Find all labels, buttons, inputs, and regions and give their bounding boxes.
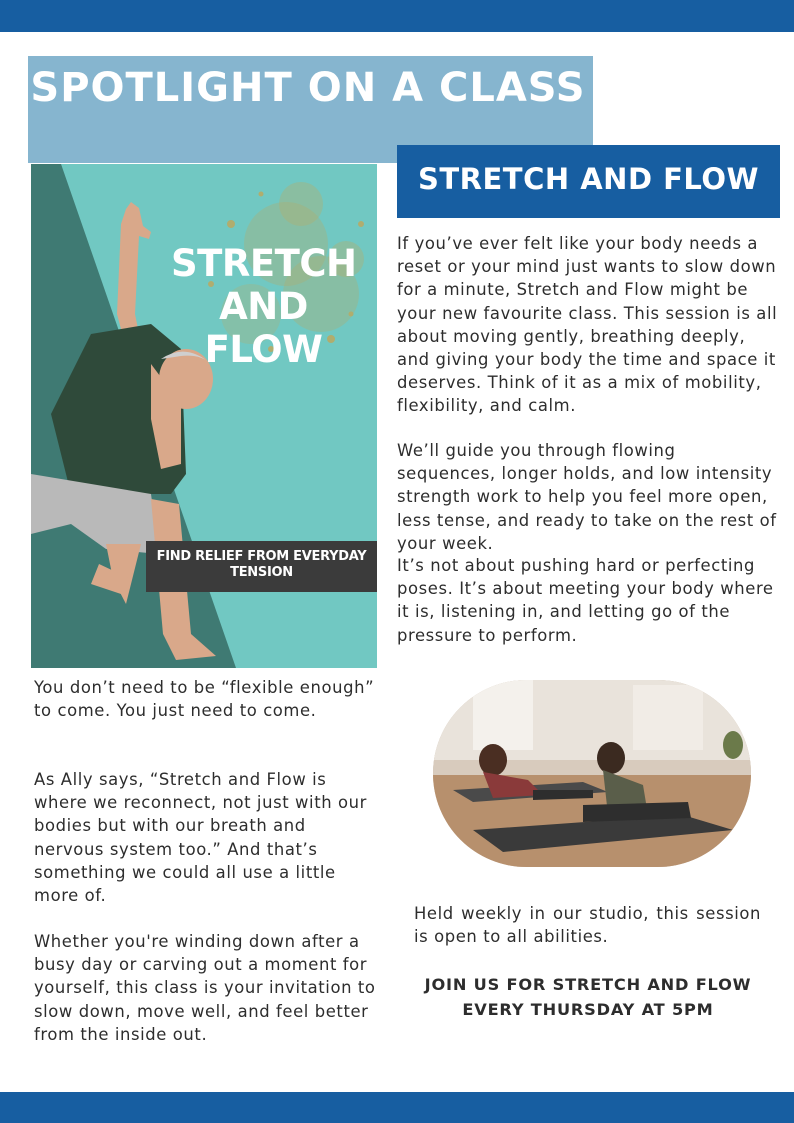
cta-line-2: EVERY THURSDAY AT 5PM: [462, 1000, 714, 1019]
class-poster: [31, 164, 377, 668]
studio-photo: [433, 680, 751, 867]
held-weekly-text: Held weekly in our studio, this session is open to all abilities.: [414, 904, 761, 947]
spotlight-title: SPOTLIGHT ON A CLASS: [30, 65, 586, 111]
intro-paragraph: If you’ve ever felt like your body needs a reset or your mind just wants to slow down for a minute, Stretch and Flow might be your new favourite class. This session is all about moving gently, breathing deeply, and giving your body the time and space it deserves. Think of it as a mix of mobility, flexibility, and calm.: [397, 234, 778, 416]
poses-paragraph: It’s not about pushing hard or perfecting poses. It’s about meeting your body where it is, listening in, and letting go of the pressure to perform.: [397, 556, 774, 645]
studio-photo-artwork: [433, 680, 751, 867]
class-title: STRETCH AND FLOW: [417, 162, 760, 196]
poster-artwork: [31, 164, 377, 668]
top-band: [0, 0, 794, 32]
quote-paragraph: As Ally says, “Stretch and Flow is where we reconnect, not just with our bodies but with our breath and nervous system too.” And that’s something we could all use a little more of.: [34, 770, 367, 906]
guide-paragraph: We’ll guide you through flowing sequences, longer holds, and low intensity strength work to help you feel more open, less tense, and ready to take on the rest of your week.: [397, 441, 777, 553]
call-to-action: [405, 972, 771, 1022]
cta-line-1: JOIN US FOR STRETCH AND FLOW: [424, 975, 752, 994]
poster-tagline: FIND RELIEF FROM EVERYDAY TENSION: [156, 549, 367, 580]
poster-title: STRETCH AND FLOW: [171, 242, 357, 371]
flexible-paragraph: You don’t need to be “flexible enough” to come. You just need to come.: [34, 678, 375, 721]
invitation-paragraph: Whether you're winding down after a busy day or carving out a moment for yourself, this class is your invitation to slow down, move well, and feel better from the inside out.: [34, 932, 376, 1044]
bottom-band: [0, 1092, 794, 1123]
